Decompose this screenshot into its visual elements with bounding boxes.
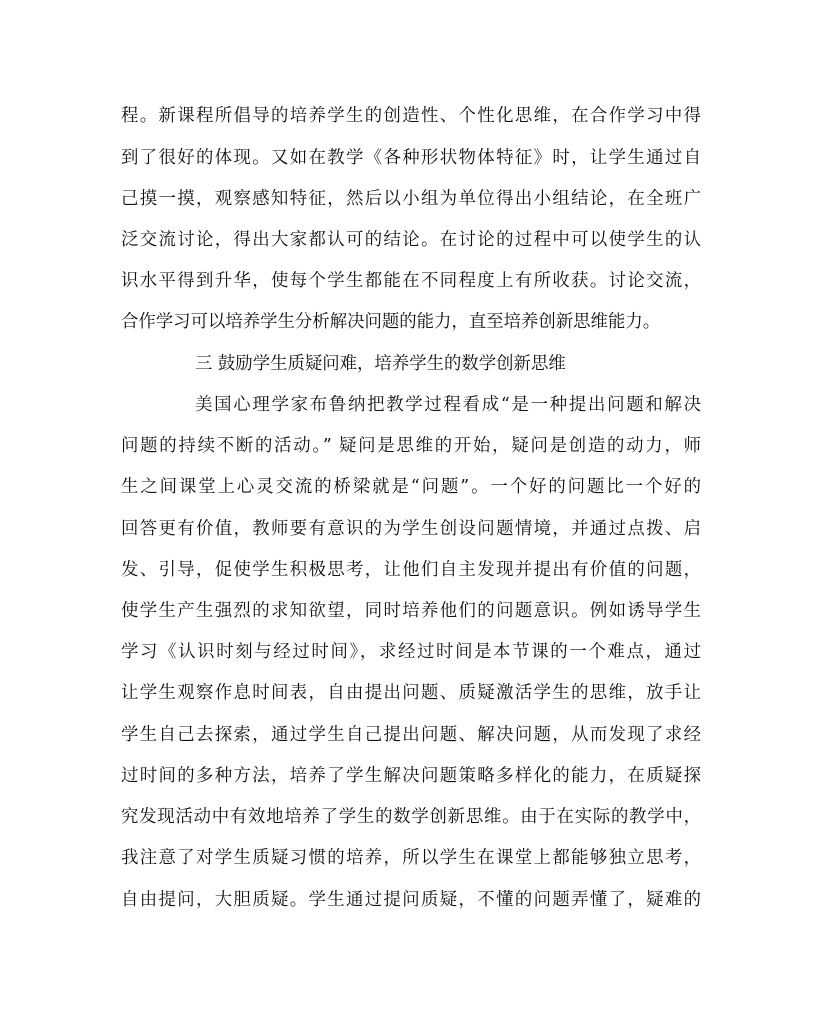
paragraph-line: 过时间的多种方法，培养了学生解决问题策略多样化的能力，在质疑探 (121, 766, 701, 786)
paragraph-line: 己摸一摸，观察感知特征，然后以小组为单位得出小组结论，在全班广 (121, 189, 701, 209)
paragraph-line: 学习《认识时刻与经过时间》，求经过时间是本节课的一个难点，通过 (121, 642, 701, 662)
paragraph-line: 究发现活动中有效地培养了学生的数学创新思维。由于在实际的教学中， (121, 807, 701, 827)
paragraph-line: 发、引导，促使学生积极思考，让他们自主发现并提出有价值的问题， (121, 560, 701, 580)
section-heading: 三 鼓励学生质疑问难，培养学生的数学创新思维 (195, 354, 566, 374)
paragraph-line: 识水平得到升华，使每个学生都能在不同程度上有所收获。讨论交流， (121, 271, 701, 291)
paragraph-line: 问题的持续不断的活动。” 疑问是思维的开始，疑问是创造的动力，师 (121, 436, 701, 456)
paragraph-line: 使学生产生强烈的求知欲望，同时培养他们的问题意识。例如诱导学生 (121, 601, 701, 621)
paragraph-line: 到了很好的体现。又如在教学《各种形状物体特征》时，让学生通过自 (121, 148, 701, 168)
paragraph-first-line: 美国心理学家布鲁纳把教学过程看成“是一种提出问题和解决 (195, 395, 701, 415)
paragraph-line: 学生自己去探索，通过学生自己提出问题、解决问题，从而发现了求经 (121, 725, 701, 745)
paragraph-line: 程。新课程所倡导的培养学生的创造性、个性化思维，在合作学习中得 (121, 106, 701, 126)
paragraph-line: 泛交流讨论，得出大家都认可的结论。在讨论的过程中可以使学生的认 (121, 230, 701, 250)
paragraph-line: 生之间课堂上心灵交流的桥梁就是“问题”。一个好的问题比一个好的 (121, 477, 701, 497)
paragraph-line: 我注意了对学生质疑习惯的培养，所以学生在课堂上都能够独立思考， (121, 848, 701, 868)
paragraph-line: 让学生观察作息时间表，自由提出问题、质疑激活学生的思维，放手让 (121, 683, 701, 703)
paragraph-line: 回答更有价值，教师要有意识的为学生创设问题情境，并通过点拨、启 (121, 519, 701, 539)
paragraph-line: 自由提问，大胆质疑。学生通过提问质疑，不懂的问题弄懂了，疑难的 (121, 890, 701, 910)
paragraph-line: 合作学习可以培养学生分析解决问题的能力，直至培养创新思维能力。 (121, 312, 661, 332)
